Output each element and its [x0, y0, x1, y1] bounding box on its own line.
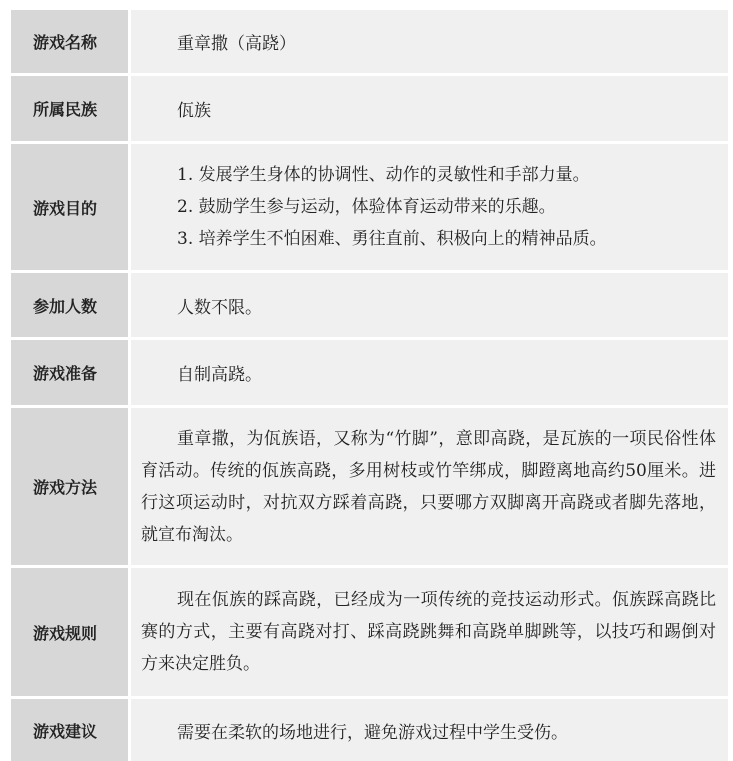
row-label-game-name: 游戏名称	[11, 10, 131, 73]
row-value-preparation: 自制高跷。	[177, 365, 262, 385]
row-label-ethnic-group: 所属民族	[11, 76, 131, 141]
game-info-table	[11, 10, 728, 761]
table-row	[11, 699, 728, 761]
row-label-preparation: 游戏准备	[11, 340, 131, 405]
row-value-participants: 人数不限。	[177, 297, 262, 318]
purpose-list	[141, 159, 607, 255]
row-value-method: 重章撒，为佤族语，又称为“竹脚”，意即高跷，是瓦族的一项民俗性体育活动。传统的佤族高跷，多用树枝或竹竿绑成，脚蹬离地高约50厘米。进行这项运动时，对抗双方踩着高跷，只要哪方双脚离开高跷或者脚先落地，就宣布淘汰。	[141, 428, 716, 545]
row-label-suggestion: 游戏建议	[11, 699, 131, 761]
row-label-participants: 参加人数	[11, 273, 131, 337]
table-row	[11, 273, 728, 340]
purpose-item: 2. 鼓励学生参与运动，体验体育运动带来的乐趣。	[177, 197, 556, 217]
purpose-item: 1. 发展学生身体的协调性、动作的灵敏性和手部力量。	[177, 165, 590, 185]
table-row	[11, 76, 728, 144]
table-row	[11, 144, 728, 273]
table-row	[11, 340, 728, 408]
row-value-suggestion: 需要在柔软的场地进行，避免游戏过程中学生受伤。	[177, 722, 568, 743]
row-value-rules: 现在佤族的踩高跷，已经成为一项传统的竞技运动形式。佤族踩高跷比赛的方式，主要有高跷对打、踩高跷跳舞和高跷单脚跳等，以技巧和踢倒对方来决定胜负。	[141, 590, 716, 674]
table-row	[11, 10, 728, 76]
purpose-item: 3. 培养学生不怕困难、勇往直前、积极向上的精神品质。	[177, 229, 607, 249]
row-label-rules: 游戏规则	[11, 568, 131, 696]
row-value-ethnic-group: 佤族	[177, 101, 211, 121]
table-row	[11, 568, 728, 699]
row-label-method: 游戏方法	[11, 408, 131, 565]
row-label-game-purpose: 游戏目的	[11, 144, 131, 270]
table-row	[11, 408, 728, 568]
row-value-game-name: 重章撒（高跷）	[177, 34, 296, 54]
